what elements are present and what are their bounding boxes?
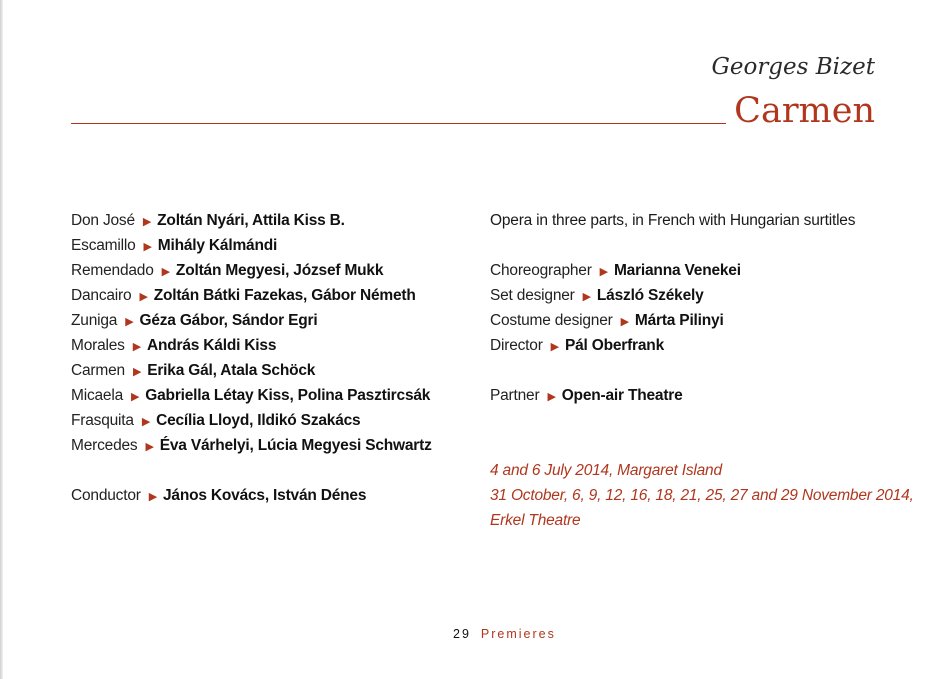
performer-names: Gabriella Létay Kiss, Polina Pasztircsák <box>145 387 431 404</box>
title-rule <box>71 123 726 124</box>
arrow-icon: ▶ <box>141 416 151 428</box>
date-line: Erkel Theatre <box>490 512 581 529</box>
role-label: Director <box>490 337 543 354</box>
crew-row <box>490 283 914 308</box>
arrow-icon: ▶ <box>599 266 608 278</box>
performer-names: Cecília Lloyd, Ildikó Szakács <box>156 412 361 429</box>
arrow-icon: ▶ <box>132 341 141 353</box>
cast-row <box>71 383 432 408</box>
page-edge <box>0 0 3 679</box>
cast-row <box>71 333 432 358</box>
cast-row <box>71 408 432 433</box>
arrow-icon: ▶ <box>547 391 556 403</box>
composer-name: Georges Bizet <box>711 54 875 80</box>
performer-names: Mihály Kálmándi <box>157 237 278 254</box>
role-label: Escamillo <box>71 237 136 254</box>
date-line: 4 and 6 July 2014, Margaret Island <box>490 462 722 479</box>
cast-row <box>71 258 432 283</box>
role-label: Set designer <box>490 287 575 304</box>
cast-row <box>71 283 432 308</box>
crew-names: Marianna Venekei <box>613 262 741 279</box>
performer-names: András Káldi Kiss <box>147 337 277 354</box>
performer-names: Éva Várhelyi, Lúcia Megyesi Schwartz <box>159 437 432 454</box>
performer-names: Erika Gál, Atala Schöck <box>147 362 316 379</box>
arrow-icon: ▶ <box>148 491 157 503</box>
arrow-icon: ▶ <box>131 391 140 403</box>
role-label: Carmen <box>71 362 125 379</box>
role-label: Partner <box>490 387 540 404</box>
crew-names: László Székely <box>596 287 704 304</box>
cast-row <box>71 308 432 333</box>
cast-row <box>71 208 432 233</box>
spacer <box>490 408 914 433</box>
production-column <box>490 208 914 533</box>
performer-names: János Kovács, István Dénes <box>162 487 367 504</box>
performance-dates <box>490 458 914 533</box>
crew-row <box>490 258 914 283</box>
performer-names: Zoltán Bátki Fazekas, Gábor Németh <box>153 287 416 304</box>
crew-row <box>490 308 914 333</box>
role-label: Costume designer <box>490 312 613 329</box>
arrow-icon: ▶ <box>143 241 152 253</box>
role-label: Micaela <box>71 387 124 404</box>
arrow-icon: ▶ <box>550 341 559 353</box>
role-label: Frasquita <box>71 412 134 429</box>
crew-row <box>490 333 914 358</box>
arrow-icon: ▶ <box>132 366 142 378</box>
performer-names: Zoltán Nyári, Attila Kiss B. <box>157 212 345 229</box>
arrow-icon: ▶ <box>125 316 134 328</box>
crew-names: Márta Pilinyi <box>634 312 724 329</box>
page-footer <box>453 627 556 641</box>
cast-row <box>71 358 432 383</box>
role-label: Morales <box>71 337 125 354</box>
date-line: 31 October, 6, 9, 12, 16, 18, 21, 25, 27 and 29 November 2014, <box>490 487 914 504</box>
conductor-row <box>71 483 432 508</box>
partner-name: Open-air Theatre <box>561 387 683 404</box>
performer-names: Zoltán Megyesi, József Mukk <box>175 262 384 279</box>
section-name: Premieres <box>480 627 556 641</box>
page-number: 29 <box>453 627 471 641</box>
spacer <box>490 358 914 383</box>
partner-row <box>490 383 914 408</box>
spacer <box>490 233 914 258</box>
arrow-icon: ▶ <box>142 216 152 228</box>
spacer <box>490 433 914 458</box>
arrow-icon: ▶ <box>139 291 148 303</box>
spacer <box>71 458 432 483</box>
arrow-icon: ▶ <box>582 291 591 303</box>
role-label: Choreographer <box>490 262 592 279</box>
role-label: Remendado <box>71 262 154 279</box>
opera-title: Carmen <box>734 91 875 131</box>
arrow-icon: ▶ <box>161 266 170 278</box>
performer-names: Géza Gábor, Sándor Egri <box>139 312 318 329</box>
role-label: Don José <box>71 212 135 229</box>
role-label: Mercedes <box>71 437 138 454</box>
role-label: Zuniga <box>71 312 118 329</box>
role-label: Conductor <box>71 487 141 504</box>
cast-row <box>71 233 432 258</box>
crew-names: Pál Oberfrank <box>564 337 664 354</box>
arrow-icon: ▶ <box>145 441 154 453</box>
cast-row <box>71 433 432 458</box>
arrow-icon: ▶ <box>620 316 629 328</box>
cast-column <box>71 208 432 508</box>
role-label: Dancairo <box>71 287 132 304</box>
opera-description: Opera in three parts, in French with Hungarian surtitles <box>490 212 856 229</box>
